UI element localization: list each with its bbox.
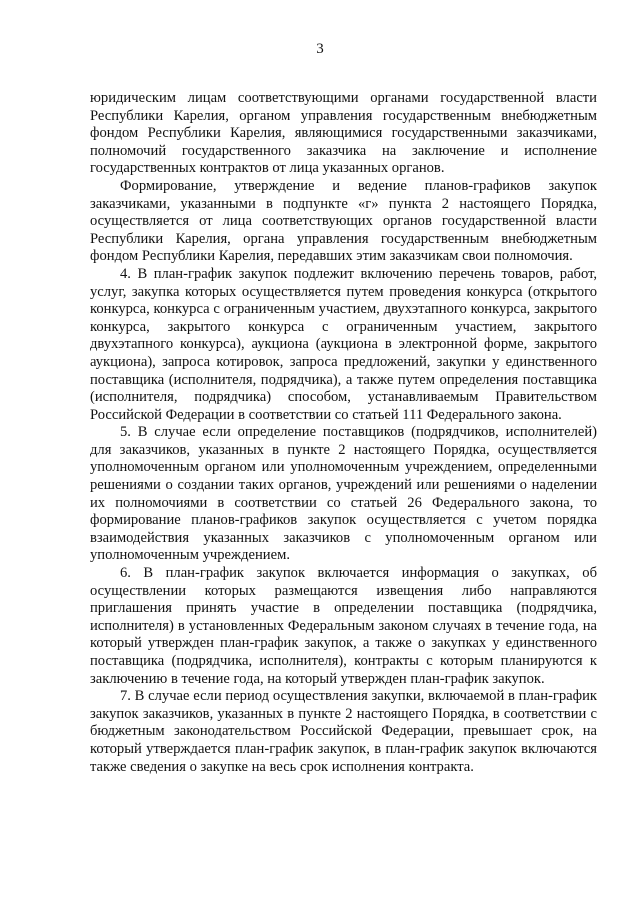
document-body <box>90 90 597 776</box>
paragraph-item-7: 7. В случае если период осуществления закупки, включаемой в план-график закупок заказчиков, указанных в пункте 2 настоящего Порядка, в соответствии с бюджетным законодательством Российской Федерации, превышает срок, на который утверждается план-график закупок, в план-график закупок включаются также сведения о закупке на весь срок исполнения контракта. <box>90 688 597 775</box>
page-number: 3 <box>316 41 324 57</box>
paragraph-item-4: 4. В план-график закупок подлежит включению перечень товаров, работ, услуг, закупка которых осуществляется путем проведения конкурса (открытого конкурса, конкурса с ограниченным участием, двухэтапного конкурса, закрытого конкурса, закрытого конкурса с ограниченным участием, закрытого двухэтапного конкурса), аукциона (аукциона в электронной форме, закрытого аукциона), запроса котировок, запроса предложений, закупки у единственного поставщика (исполнителя, подрядчика), а также путем определения поставщика (исполнителя, подрядчика) способом, устанавливаемым Правительством Российской Федерации в соответствии со статьей 111 Федерального закона. <box>90 265 597 423</box>
paragraph-plan-formation: Формирование, утверждение и ведение планов-графиков закупок заказчиками, указанными в подпункте «г» пункта 2 настоящего Порядка, осуществляется от лица соответствующих органов государственной власти Республики Карелия, органа управления государственным внебюджетным фондом Республики Карелия, передавших этим заказчикам свои полномочия. <box>90 177 597 265</box>
paragraph-continuation: юридическим лицам соответствующими органами государственной власти Республики Карелия, органом управления государственным внебюджетным фондом Республики Карелия, являющимися государственными заказчиками, полномочий государственного заказчика на заключение и исполнение государственных контрактов от лица указанных органов. <box>90 90 597 177</box>
paragraph-item-6: 6. В план-график закупок включается информация о закупках, об осуществлении которых размещаются извещения либо направляются приглашения принять участие в определении поставщика (подрядчика, исполнителя) в установленных Федеральным законом случаях в течение года, на который утвержден план-график закупок, а также о закупках у единственного поставщика (подрядчика, исполнителя), контракты с которым планируются к заключению в течение года, на который утвержден план-график закупок. <box>90 565 597 687</box>
paragraph-item-5: 5. В случае если определение поставщиков (подрядчиков, исполнителей) для заказчиков, указанных в пункте 2 настоящего Порядка, осуществляется уполномоченным органом или уполномоченным учреждением, определенными решениями о создании таких органов, учреждений или решениями о наделении их полномочиями в соответствии со статьей 26 Федерального закона, то формирование планов-графиков закупок осуществляется с учетом порядка взаимодействия указанных заказчиков с уполномоченным органом или уполномоченным учреждением. <box>90 424 597 564</box>
